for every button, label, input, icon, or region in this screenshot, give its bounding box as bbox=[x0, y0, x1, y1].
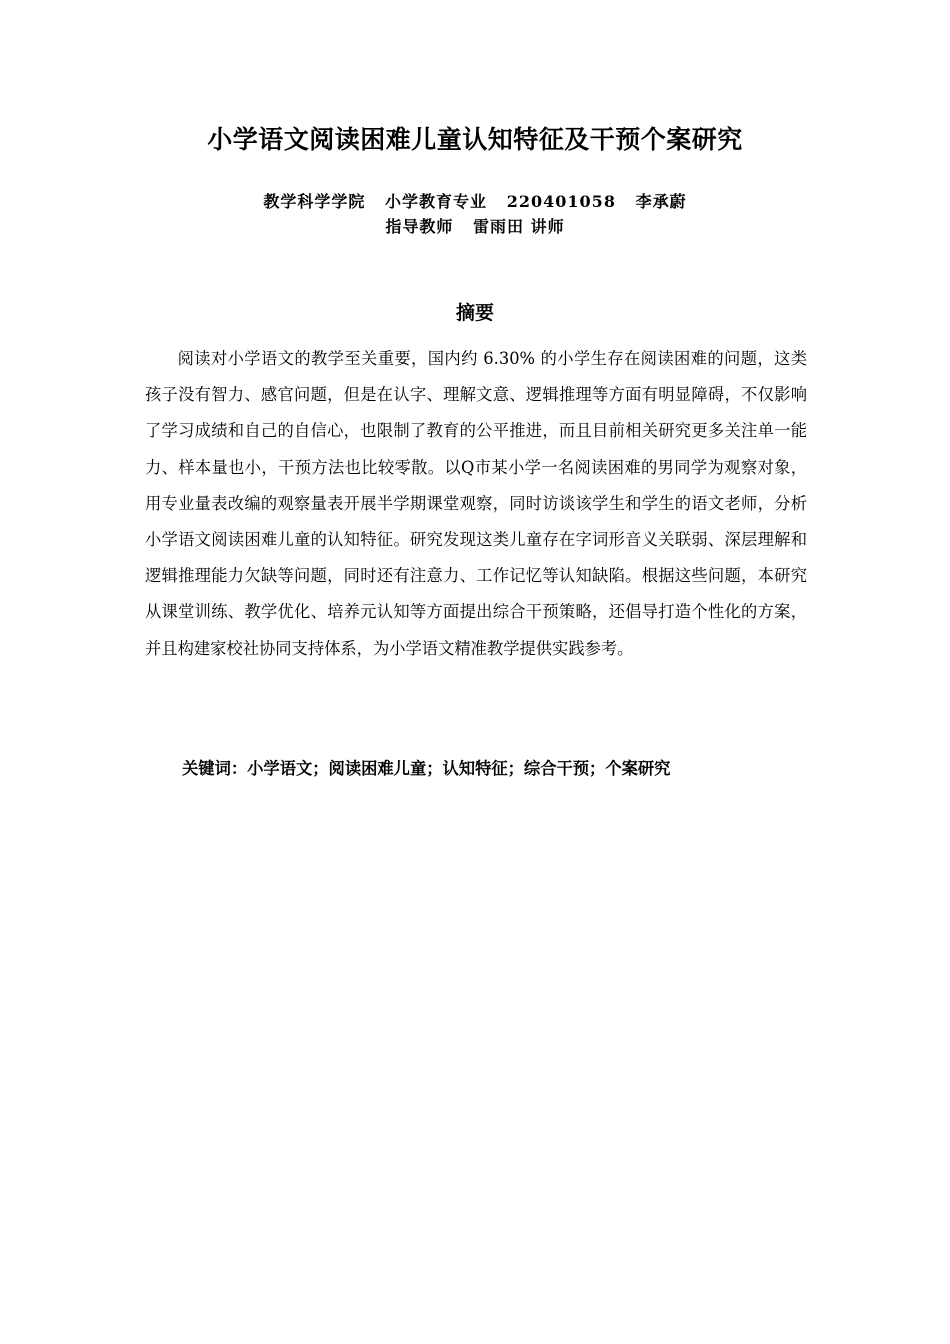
advisor-info: 指导教师 雷雨田 讲师 bbox=[385, 217, 565, 236]
abstract-heading: 摘要 bbox=[455, 302, 494, 324]
keywords-line: 关键词：小学语文；阅读困难儿童；认知特征；综合干预；个案研究 bbox=[182, 759, 671, 778]
abstract-body: 阅读对小学语文的教学至关重要，国内约 6.30% 的小学生存在阅读困难的问题，这类孩子没有智力、感官问题，但是在认字、理解文意、逻辑推理等方面有明显障碍，不仅影响了学习成绩和自己的自信心，也限制了教育的公平推进，而且目前相关研究更多关注单一能力、样本量也小，干预方法也比较零散。以Q市某小学一名阅读困难的男同学为观察对象，用专业量表改编的观察量表开展半学期课堂观察，同时访谈该学生和学生的语文老师，分析小学语文阅读困难儿童的认知特征。研究发现这类儿童存在字词形音义关联弱、深层理解和逻辑推理能力欠缺等问题，同时还有注意力、工作记忆等认知缺陷。根据这些问题，本研究从课堂训练、教学优化、培养元认知等方面提出综合干预策略，还倡导打造个性化的方案，并且构建家校社协同支持体系，为小学语文精准教学提供实践参考。 bbox=[145, 349, 807, 658]
author-info: 教学科学学院 小学教育专业 220401058 李承蔚 bbox=[263, 192, 687, 211]
paper-title: 小学语文阅读困难儿童认知特征及干预个案研究 bbox=[207, 125, 743, 154]
